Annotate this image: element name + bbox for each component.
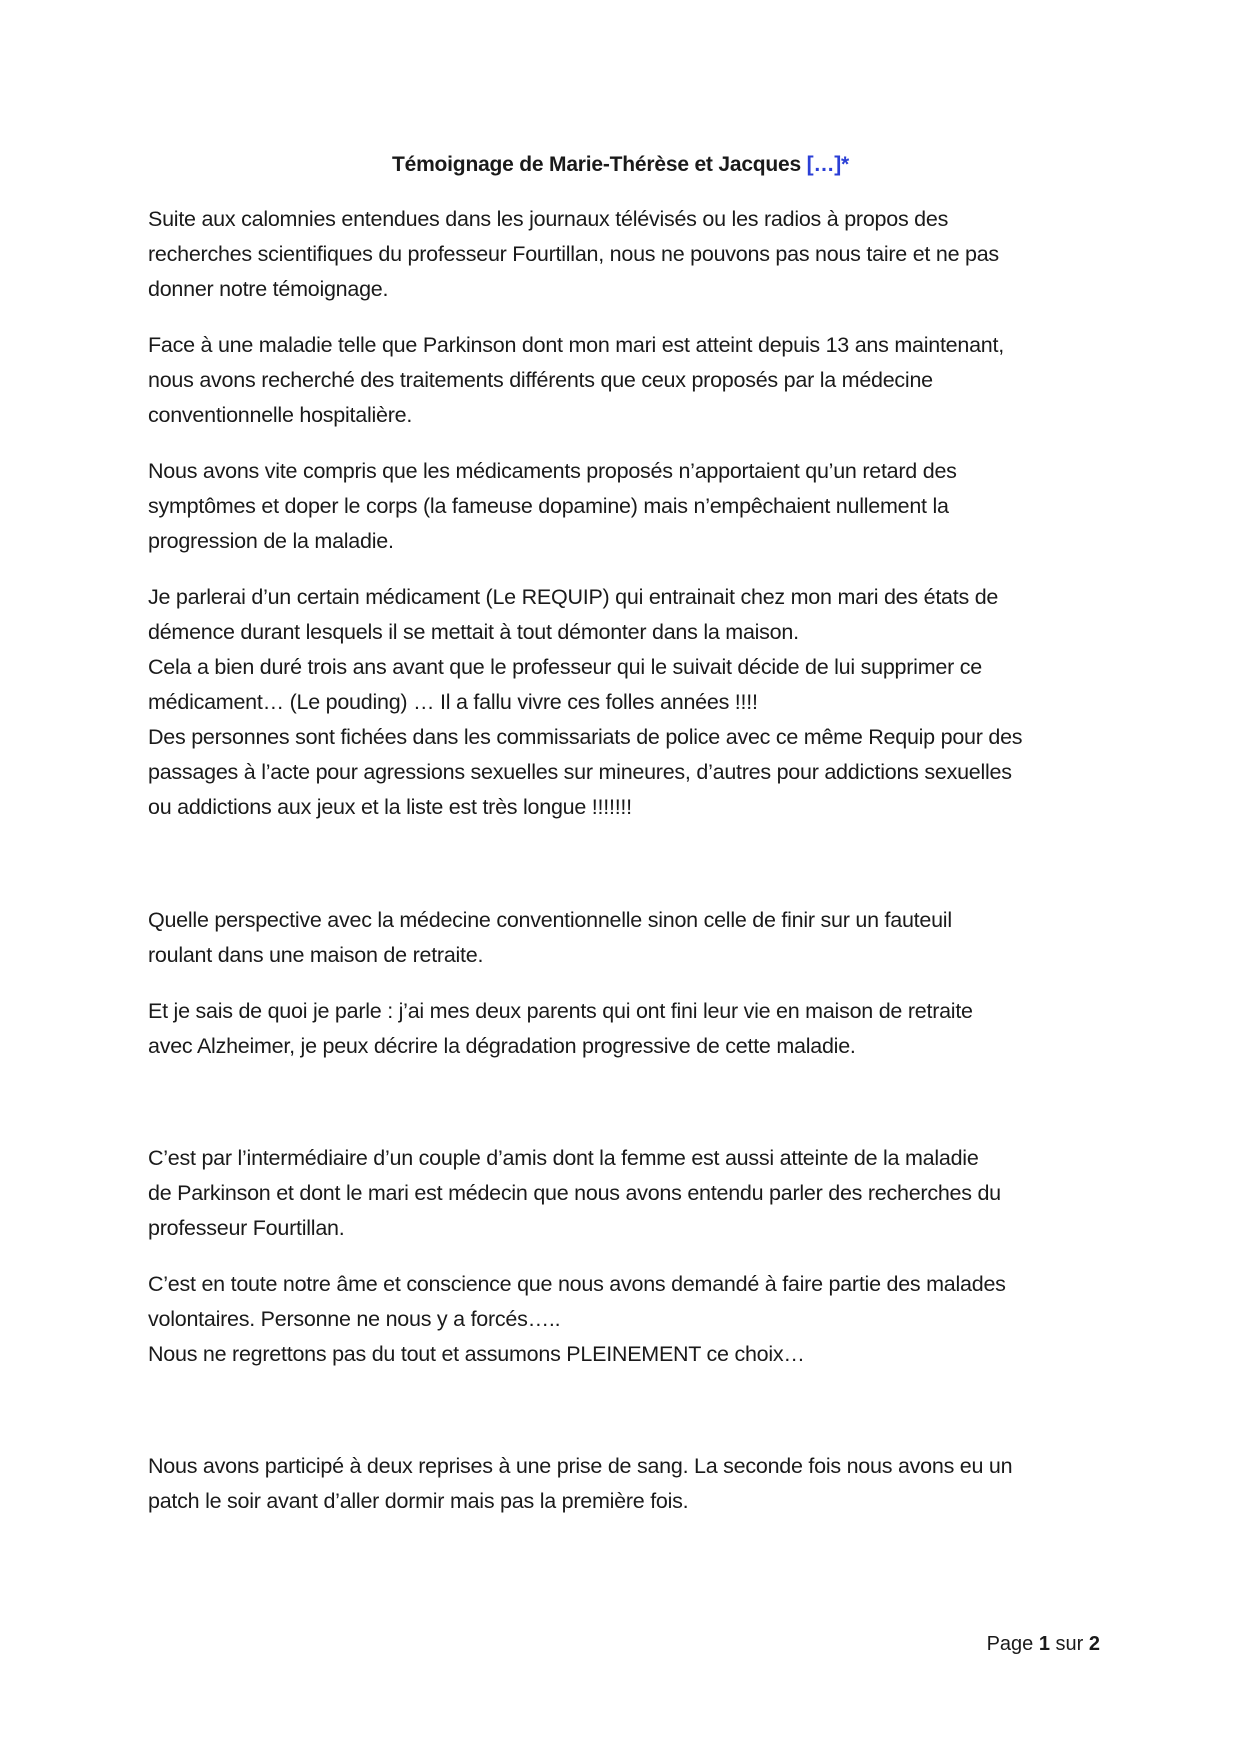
text-line: de Parkinson et dont le mari est médecin que nous avons entendu parler des recherches du bbox=[148, 1181, 1001, 1205]
paragraph-7 bbox=[148, 1141, 1108, 1246]
text-line: Je parlerai d’un certain médicament (Le REQUIP) qui entrainait chez mon mari des états de bbox=[148, 585, 999, 609]
paragraph-6 bbox=[148, 994, 1108, 1064]
text-line: symptômes et doper le corps (la fameuse dopamine) mais n’empêchaient nullement la bbox=[148, 494, 949, 518]
text-line: C’est par l’intermédiaire d’un couple d’amis dont la femme est aussi atteinte de la maladie bbox=[148, 1146, 979, 1170]
paragraph-1 bbox=[148, 202, 1108, 307]
text-line: professeur Fourtillan. bbox=[148, 1216, 345, 1240]
document-title bbox=[0, 149, 1241, 181]
page-word: Page bbox=[986, 1633, 1039, 1655]
current-page: 1 bbox=[1038, 1633, 1050, 1655]
text-line: progression de la maladie. bbox=[148, 529, 394, 553]
paragraph-2 bbox=[148, 328, 1108, 433]
text-line: Nous avons vite compris que les médicaments proposés n’apportaient qu’un retard des bbox=[148, 459, 957, 483]
of-word: sur bbox=[1049, 1633, 1089, 1655]
text-line: volontaires. Personne ne nous y a forcés….. bbox=[148, 1307, 561, 1331]
text-line: Nous ne regrettons pas du tout et assumons PLEINEMENT ce choix… bbox=[148, 1342, 805, 1366]
text-line: passages à l’acte pour agressions sexuelles sur mineures, d’autres pour addictions sexuelles bbox=[148, 760, 1012, 784]
paragraph-5 bbox=[148, 903, 1108, 973]
text-line: nous avons recherché des traitements différents que ceux proposés par la médecine bbox=[148, 368, 933, 392]
title-main: Témoignage de Marie-Thérèse et Jacques bbox=[391, 153, 807, 176]
text-line: donner notre témoignage. bbox=[148, 277, 389, 301]
text-line: Cela a bien duré trois ans avant que le professeur qui le suivait décide de lui supprimer ce bbox=[148, 655, 982, 679]
text-line: Nous avons participé à deux reprises à une prise de sang. La seconde fois nous avons eu un bbox=[148, 1454, 1013, 1478]
text-line: roulant dans une maison de retraite. bbox=[148, 943, 484, 967]
text-line: C’est en toute notre âme et conscience que nous avons demandé à faire partie des malades bbox=[148, 1272, 1006, 1296]
text-line: avec Alzheimer, je peux décrire la dégradation progressive de cette maladie. bbox=[148, 1034, 856, 1058]
text-line: démence durant lesquels il se mettait à tout démonter dans la maison. bbox=[148, 620, 799, 644]
page-number bbox=[987, 1630, 1100, 1658]
text-line: Quelle perspective avec la médecine conventionnelle sinon celle de finir sur un fauteuil bbox=[148, 908, 952, 932]
text-line: Face à une maladie telle que Parkinson dont mon mari est atteint depuis 13 ans maintenant, bbox=[148, 333, 1004, 357]
text-line: ou addictions aux jeux et la liste est très longue !!!!!!! bbox=[148, 795, 632, 819]
text-line: Des personnes sont fichées dans les commissariats de police avec ce même Requip pour des bbox=[148, 725, 1023, 749]
paragraph-4 bbox=[148, 580, 1108, 825]
paragraph-9 bbox=[148, 1449, 1108, 1519]
text-line: conventionnelle hospitalière. bbox=[148, 403, 413, 427]
text-line: Et je sais de quoi je parle : j’ai mes deux parents qui ont fini leur vie en maison de retraite bbox=[148, 999, 973, 1023]
total-pages: 2 bbox=[1088, 1633, 1100, 1655]
text-line: médicament… (Le pouding) … Il a fallu vivre ces folles années !!!! bbox=[148, 690, 758, 714]
paragraph-8 bbox=[148, 1267, 1108, 1372]
text-line: patch le soir avant d’aller dormir mais pas la première fois. bbox=[148, 1489, 689, 1513]
paragraph-3 bbox=[148, 454, 1108, 559]
title-suffix: […]* bbox=[806, 153, 850, 176]
text-line: recherches scientifiques du professeur Fourtillan, nous ne pouvons pas nous taire et ne pas bbox=[148, 242, 999, 266]
text-line: Suite aux calomnies entendues dans les journaux télévisés ou les radios à propos des bbox=[148, 207, 949, 231]
